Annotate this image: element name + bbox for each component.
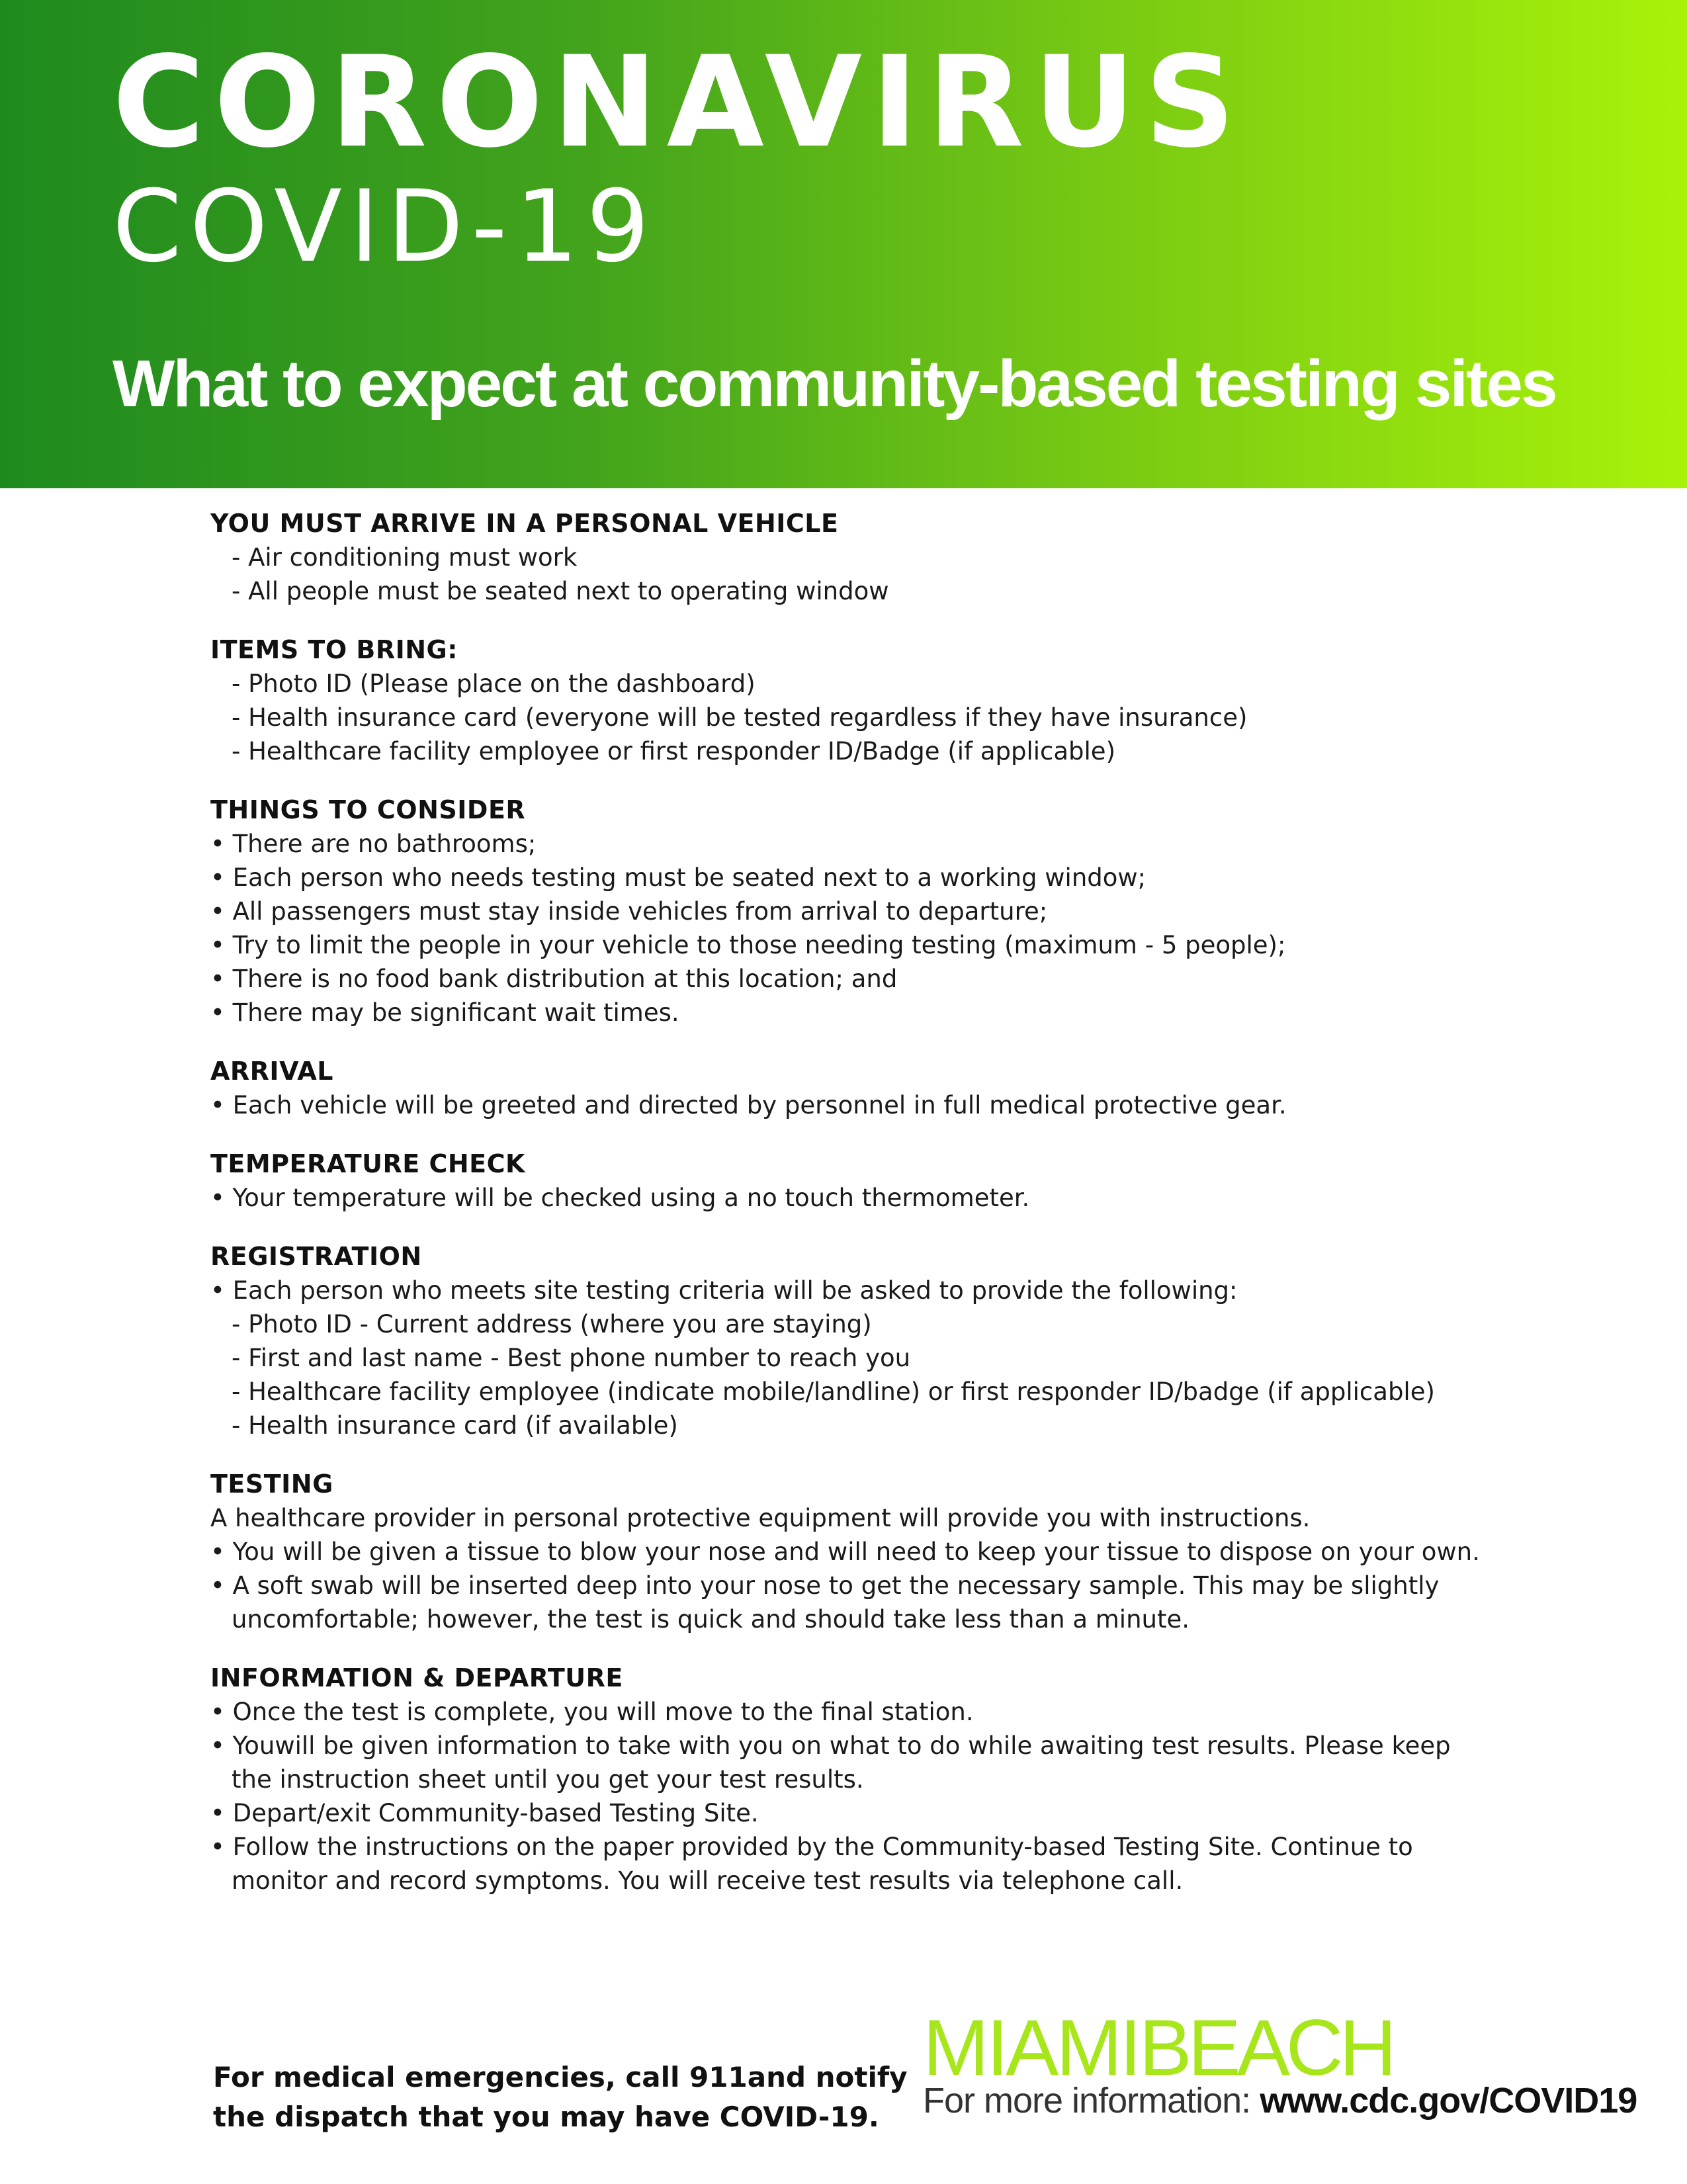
list-item: the instruction sheet until you get your test results. [232,1765,864,1794]
list-item: • Try to limit the people in your vehicle to those needing testing (maximum - 5 people); [210,931,1286,959]
page-subtitle: COVID-19 [112,169,658,284]
content-body [210,507,1534,1898]
logo-part-miami: MIAMI [923,2003,1139,2092]
list-item: - All people must be seated next to operating window [232,577,889,605]
emergency-note-line: the dispatch that you may have COVID-19. [213,2101,879,2133]
more-info-label: For more information: [923,2081,1251,2120]
list-item: • Follow the instructions on the paper provided by the Community-based Testing Site. Continue to [210,1833,1413,1861]
list-item: - Healthcare facility employee or first responder ID/Badge (if applicable) [232,737,1116,765]
list-item: • There may be significant wait times. [210,998,679,1027]
section-title: ITEMS TO BRING: [210,635,458,664]
section-title: ARRIVAL [210,1057,334,1086]
emergency-note-line: For medical emergencies, call 911and notify [213,2061,908,2093]
list-item: • Your temperature will be checked using a no touch thermometer. [210,1184,1030,1212]
section-items [210,633,1534,768]
list-item: • Each vehicle will be greeted and directed by personnel in full medical protective gear. [210,1091,1287,1119]
section-title: INFORMATION & DEPARTURE [210,1663,623,1692]
more-info-link[interactable]: www.cdc.gov/COVID19 [1260,2081,1637,2120]
list-item: • A soft swab will be inserted deep into your nose to get the necessary sample. This may be slightly [210,1571,1440,1600]
list-item: A healthcare provider in personal protective equipment will provide you with instructions. [210,1504,1311,1532]
list-item: uncomfortable; however, the test is quick and should take less than a minute. [232,1605,1190,1634]
section-title: THINGS TO CONSIDER [210,795,526,824]
section-title: TESTING [210,1469,333,1499]
list-item: - Healthcare facility employee (indicate mobile/landline) or first responder ID/badge (if applicable) [232,1377,1435,1406]
section-title: TEMPERATURE CHECK [210,1149,525,1178]
page-title: CORONAVIRUS [112,29,1245,175]
list-item: • Depart/exit Community-based Testing Site. [210,1799,759,1827]
section-temperature [210,1147,1534,1215]
list-item: • Once the test is complete, you will move to the final station. [210,1698,974,1726]
list-item: - Photo ID - Current address (where you are staying) [232,1310,872,1338]
list-item: - Health insurance card (everyone will be tested regardless if they have insurance) [232,703,1248,732]
logo-part-beach: BEACH [1139,2003,1393,2092]
list-item: • Each person who meets site testing criteria will be asked to provide the following: [210,1276,1238,1305]
list-item: - Air conditioning must work [232,543,578,572]
section-consider [210,793,1534,1029]
section-title: REGISTRATION [210,1242,422,1271]
list-item: • Youwill be given information to take with you on what to do while awaiting test results. Please keep [210,1731,1451,1760]
section-vehicle [210,507,1534,608]
list-item: • There is no food bank distribution at this location; and [210,965,898,993]
list-item: - Health insurance card (if available) [232,1411,678,1440]
header-banner [0,0,1687,488]
section-arrival [210,1055,1534,1122]
page-headline: What to expect at community-based testing sites [112,347,1556,421]
list-item: - Photo ID (Please place on the dashboard) [232,670,756,698]
miami-beach-logo [923,2003,1393,2092]
section-title: YOU MUST ARRIVE IN A PERSONAL VEHICLE [210,509,839,538]
list-item: - First and last name - Best phone number to reach you [232,1344,911,1372]
section-registration [210,1240,1534,1442]
list-item: • There are no bathrooms; [210,830,537,858]
emergency-note [213,2058,908,2137]
list-item: • All passengers must stay inside vehicles from arrival to departure; [210,897,1048,926]
list-item: • You will be given a tissue to blow your nose and will need to keep your tissue to dispose on your own. [210,1538,1480,1566]
section-departure [210,1661,1534,1898]
section-testing [210,1467,1534,1636]
list-item: monitor and record symptoms. You will receive test results via telephone call. [232,1866,1184,1895]
more-info [923,2083,1637,2118]
list-item: • Each person who needs testing must be seated next to a working window; [210,863,1146,892]
